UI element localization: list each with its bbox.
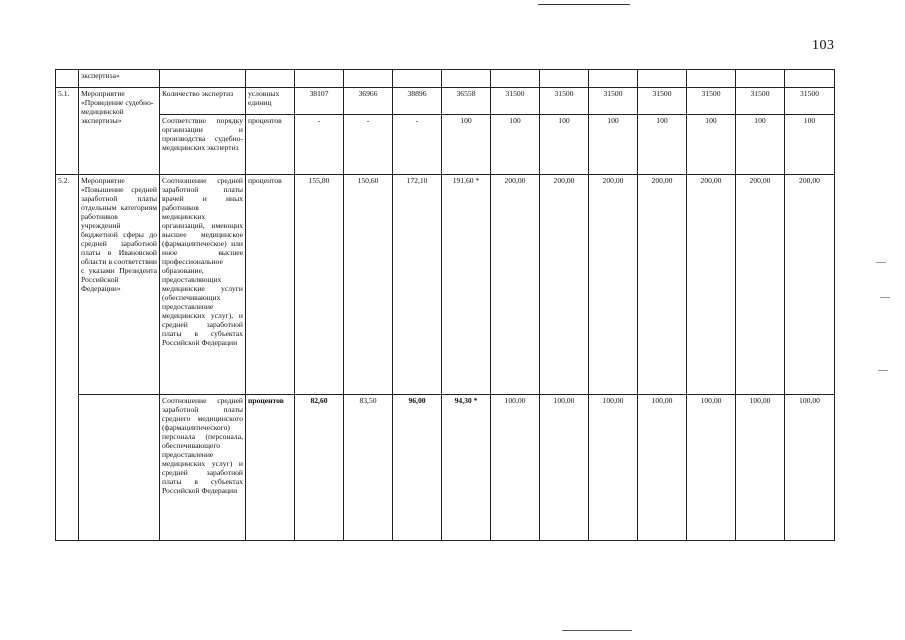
value-cell: 31500 — [785, 88, 835, 115]
value-cell: 100 — [442, 115, 491, 175]
margin-mark — [876, 262, 886, 263]
page-number: 103 — [812, 38, 835, 53]
value-cell: 100 — [736, 115, 785, 175]
row-number-cell: 5.1. — [56, 88, 79, 175]
value-cell: 200,00 — [491, 175, 540, 395]
value-cell: 31500 — [687, 88, 736, 115]
row-number-cell: 5.2. — [56, 175, 79, 541]
unit-cell: процентов — [246, 175, 295, 395]
value-cell: 96,00 — [393, 395, 442, 541]
row-number-cell — [56, 70, 79, 88]
value-cell: 100,00 — [638, 395, 687, 541]
value-cell: 100,00 — [491, 395, 540, 541]
program-indicators-table — [55, 69, 835, 541]
scan-edge-line-top — [538, 4, 630, 5]
indicator-name-cell: Соотношение средней заработной платы среднего медицинского (фармацевтического) персонала (персонала, обеспечивающего предоставление медицинских услуг) и средней заработной платы в субъектах Российской Федерации — [160, 395, 246, 541]
measure-cell: Мероприятие «Проведение судебно-медицинской экспертизы» — [79, 88, 160, 175]
value-cell: 82,60 — [295, 395, 344, 541]
value-cell: 100,00 — [589, 395, 638, 541]
value-cell: - — [295, 115, 344, 175]
value-cell: 100 — [491, 115, 540, 175]
table-row — [56, 88, 835, 115]
value-cell: 83,50 — [344, 395, 393, 541]
margin-mark — [878, 370, 888, 371]
value-cell: 36558 — [442, 88, 491, 115]
value-cell: 31500 — [638, 88, 687, 115]
value-cell: 100 — [589, 115, 638, 175]
value-cell: 31500 — [491, 88, 540, 115]
unit-cell: процентов — [246, 115, 295, 175]
value-cell: 100,00 — [736, 395, 785, 541]
indicator-name-cell: Соотношение средней заработной платы врачей и иных работников медицинских организаций, имеющих высшее медицинское (фармацевтическое) или иное высшее профессиональное образование, предоставляющих медицинские услуги (обеспечивающих предоставление медицинских услуг), и средней заработной платы в субъектах Российской Федерации — [160, 175, 246, 395]
value-cell: 200,00 — [687, 175, 736, 395]
value-cell: 31500 — [736, 88, 785, 115]
value-cell: 200,00 — [589, 175, 638, 395]
table-row — [56, 175, 835, 395]
value-cell: 200,00 — [540, 175, 589, 395]
value-cell: 100 — [638, 115, 687, 175]
indicator-name-cell: Соответствие порядку организации и производства судебно-медицинских экспертиз — [160, 115, 246, 175]
measure-cell: Мероприятие «Повышение средней заработной платы отдельным категориям работников учреждений бюджетной сферы до средней заработной платы в Ивановской области в соответствии с указами Президента Российской Федерации» — [79, 175, 160, 395]
value-cell: 38107 — [295, 88, 344, 115]
measure-cell-empty — [79, 395, 160, 541]
value-cell: - — [393, 115, 442, 175]
value-cell: 200,00 — [785, 175, 835, 395]
value-cell: 200,00 — [638, 175, 687, 395]
value-cell: 191,60 * — [442, 175, 491, 395]
indicator-name-cell: Количество экспертиз — [160, 88, 246, 115]
value-cell: 100,00 — [687, 395, 736, 541]
value-cell: 36966 — [344, 88, 393, 115]
value-cell: 200,00 — [736, 175, 785, 395]
value-cell: 150,60 — [344, 175, 393, 395]
value-cell: 38896 — [393, 88, 442, 115]
table-row — [56, 70, 835, 88]
value-cell: 31500 — [589, 88, 638, 115]
value-cell: 100,00 — [540, 395, 589, 541]
unit-cell: процентов — [246, 395, 295, 541]
value-cell: 100 — [785, 115, 835, 175]
value-cell: - — [344, 115, 393, 175]
value-cell: 155,80 — [295, 175, 344, 395]
value-cell: 100 — [687, 115, 736, 175]
margin-mark — [880, 297, 890, 298]
table-row — [56, 115, 835, 175]
table-row — [56, 395, 835, 541]
value-cell: 100 — [540, 115, 589, 175]
unit-cell: условных единиц — [246, 88, 295, 115]
measure-cell: экспертиза» — [79, 70, 160, 88]
scan-edge-line-bottom — [562, 630, 632, 631]
value-cell: 94,30 * — [442, 395, 491, 541]
value-cell: 31500 — [540, 88, 589, 115]
value-cell: 172,10 — [393, 175, 442, 395]
value-cell: 100,00 — [785, 395, 835, 541]
